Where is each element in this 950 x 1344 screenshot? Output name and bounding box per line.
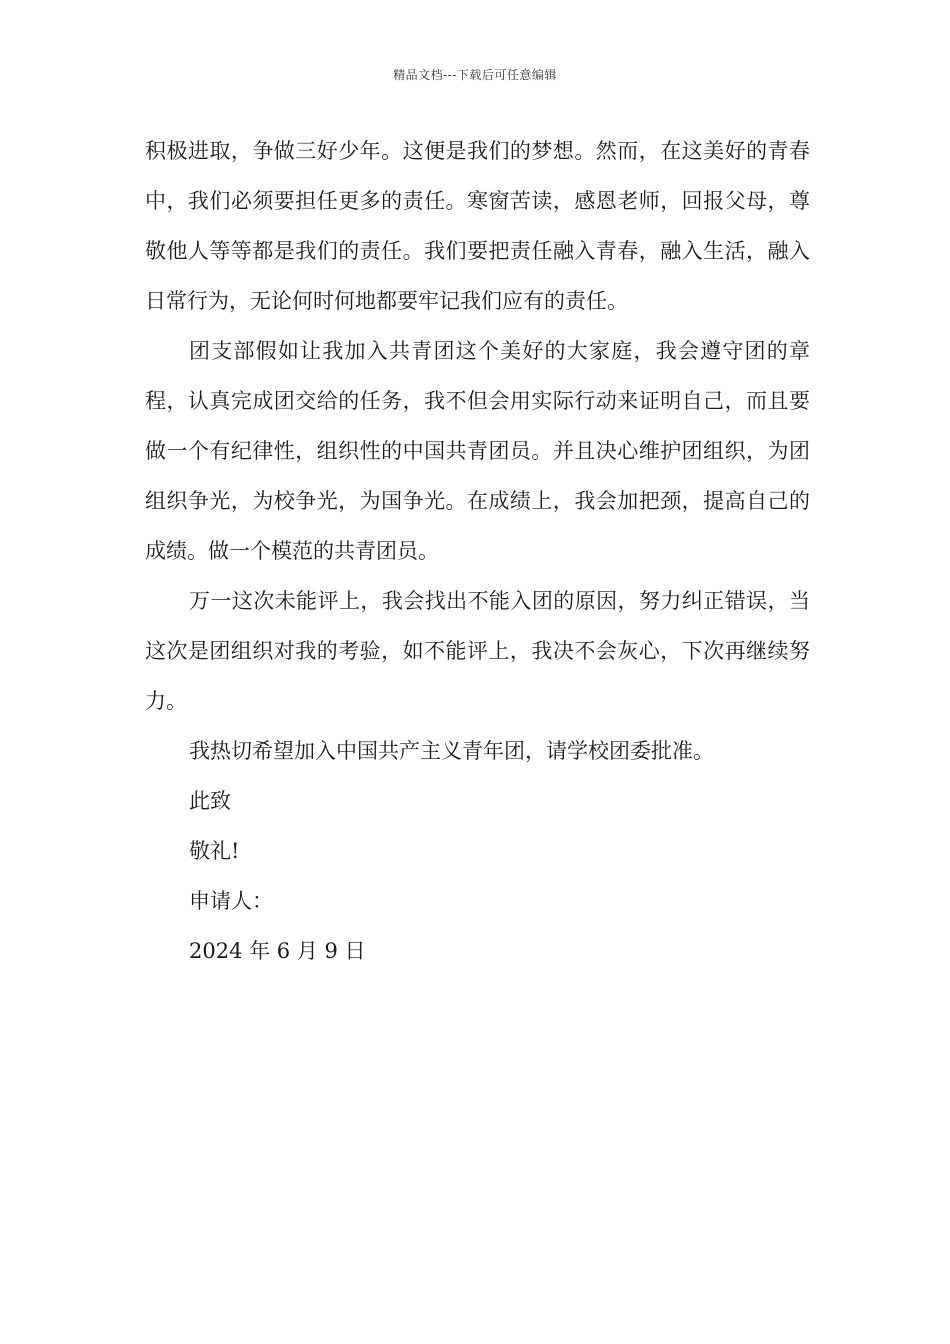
paragraph-if-not-selected: 万一这次未能评上，我会找出不能入团的原因，努力纠正错误，当这次是团组织对我的考验，如不能评上，我决不会灰心，下次再继续努力。 [145,589,810,713]
closing-respect: 敬礼! [189,839,240,863]
paragraph-responsibility: 积极进取，争做三好少年。这便是我们的梦想。然而，在这美好的青春中，我们必须要担任更多的责任。寒窗苦读，感恩老师，回报父母，尊敬他人等等都是我们的责任。我们要把责任融入青春，融入生活，融入日常行为，无论何时何地都要牢记我们应有的责任。 [145,139,810,313]
paragraph-request: 我热切希望加入中国共产主义青年团，请学校团委批准。 [189,739,714,763]
document-body [145,126,810,976]
applicant-label: 申请人： [189,889,273,913]
closing-salutation: 此致 [189,789,231,813]
paragraph-commitment: 团支部假如让我加入共青团这个美好的大家庭，我会遵守团的章程，认真完成团交给的任务，我不但会用实际行动来证明自己，而且要做一个有纪律性，组织性的中国共青团员。并且决心维护团组织，为团组织争光，为校争光，为国争光。在成绩上，我会加把颈，提高自己的成绩。做一个模范的共青团员。 [145,339,810,563]
letter-date: 2024 年 6 月 9 日 [189,939,366,963]
page-header: 精品文档---下载后可任意编辑 [393,68,557,82]
